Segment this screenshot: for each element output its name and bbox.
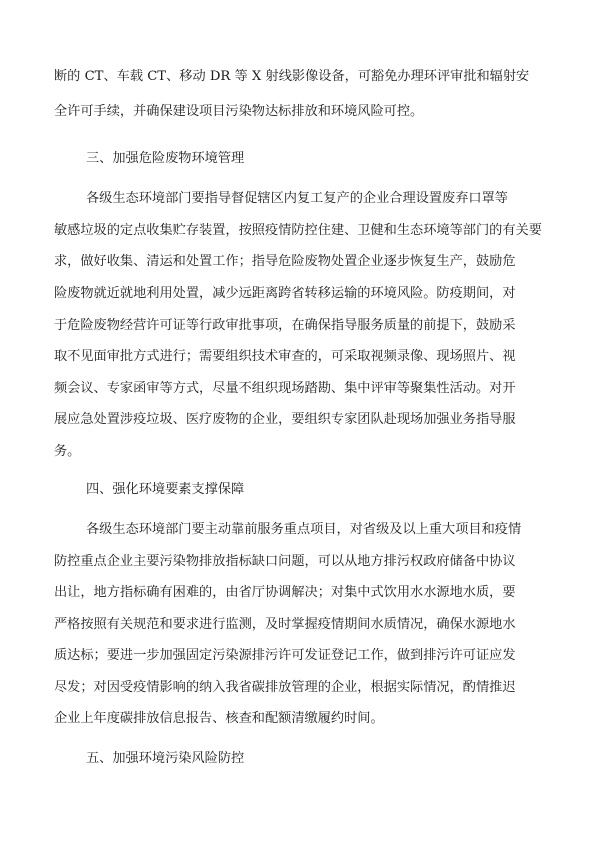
paragraph-line: 严格按照有关规范和要求进行监测，及时掌握疫情期间水质情况，确保水源地水 [54,617,516,632]
paragraph-line: 出让，地方指标确有困难的，由省厅协调解决；对集中式饮用水水源地水质，要 [54,585,516,600]
paragraph-line: 防控重点企业主要污染物排放指标缺口问题，可以从地方排污权政府储备中协议 [54,554,516,569]
paragraph-line: 断的 CT、车载 CT、移动 DR 等 X 射线影像设备，可豁免办理环评审批和辐射安 [54,69,530,84]
paragraph-line: 质达标；要进一步加强固定污染源排污许可发证登记工作，做到排污许可证应发 [54,648,516,663]
section-heading: 五、加强环境污染风险防控 [86,751,245,766]
paragraph-line: 求，做好收集、清运和处置工作；指导危险废物处置企业逐步恢复生产，鼓励危 [54,254,516,269]
paragraph-line: 各级生态环境部门要主动靠前服务重点项目，对省级及以上重大项目和疫情 [86,522,522,537]
paragraph-line: 展应急处置涉疫垃圾、医疗废物的企业，要组织专家团队赴现场加强业务指导服 [54,412,516,427]
paragraph-line: 务。 [54,444,81,459]
paragraph-line: 全许可手续，并确保建设项目污染物达标排放和环境风险可控。 [54,104,424,119]
section-heading: 三、加强危险废物环境管理 [86,151,245,166]
paragraph-line: 敏感垃圾的定点收集贮存装置，按照疫情防控住建、卫健和生态环境等部门的有关要 [54,223,542,238]
paragraph-line: 于危险废物经营许可证等行政审批事项，在确保指导服务质量的前提下，鼓励采 [54,318,516,333]
paragraph-line: 尽发；对因受疫情影响的纳入我省碳排放管理的企业，根据实际情况，酌情推迟 [54,680,516,695]
section-heading: 四、强化环境要素支撑保障 [86,482,245,497]
paragraph-line: 各级生态环境部门要指导督促辖区内复工复产的企业合理设置废弃口罩等 [86,191,508,206]
paragraph-line: 企业上年度碳排放信息报告、核查和配额清缴履约时间。 [54,711,384,726]
paragraph-line: 频会议、专家函审等方式，尽量不组织现场踏勘、集中评审等聚集性活动。对开 [54,381,516,396]
paragraph-line: 险废物就近就地利用处置，减少远距离跨省转移运输的环境风险。防疫期间，对 [54,286,516,301]
paragraph-line: 取不见面审批方式进行；需要组织技术审查的，可采取视频录像、现场照片、视 [54,349,516,364]
